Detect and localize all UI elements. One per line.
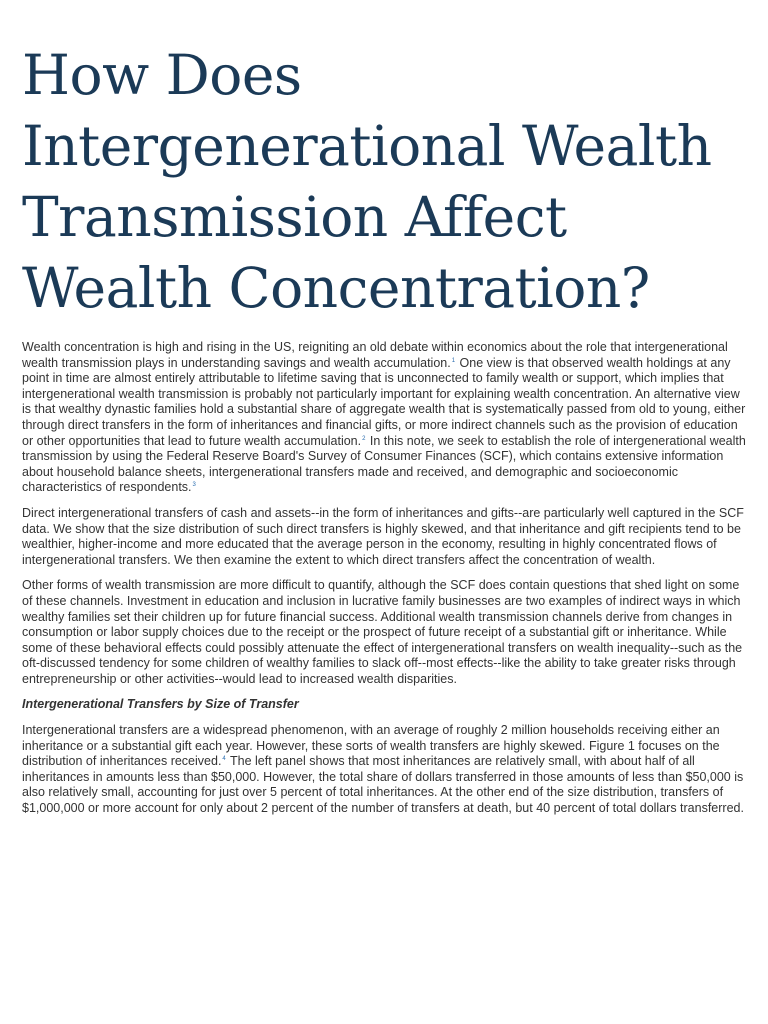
footnote-link-3[interactable]: 3 xyxy=(192,482,196,489)
title-line: How Does xyxy=(22,43,302,107)
section-transfers-by-size xyxy=(22,697,748,816)
footnote-link-4[interactable]: 4 xyxy=(222,756,226,763)
section-heading: Intergenerational Transfers by Size of Transfer xyxy=(22,697,299,712)
title-line: Intergenerational Wealth xyxy=(22,114,712,178)
paragraph-intro xyxy=(22,340,748,496)
footnote-link-1[interactable]: 1 xyxy=(451,357,456,364)
article-title xyxy=(22,40,752,324)
paragraph-text: The left panel shows that most inheritances are relatively small, with about half of all inheritances in amounts less than $50,000. However, the total share of dollars transferred in those amounts of less than $50,000 is also relatively small, accounting for just over 5 percent of total inheritances. At the other end of the size distribution, transfers of $1,000,000 or more account for only about 2 percent of the number of transfers at death, but 40 percent of total dollars transferred. xyxy=(22,754,744,816)
paragraph-other-forms: Other forms of wealth transmission are more difficult to quantify, although the SCF does contain questions that shed light on some of these channels. Investment in education and inclusion in lucrative family businesses are two examples of indirect ways in which wealthy families set their children up for future financial success. Additional wealth transmission channels derive from changes in consumption or labor supply choices due to the receipt or the prospect of future receipt of a substantial gift or inheritance. While some of these behavioral effects could possibly attenuate the effect of intergenerational transfers on wealth inequality--such as the oft-discussed tendency for some children of wealthy families to slack off--most effects--like the ability to take greater risks through entrepreneurship or other activities--would lead to increased wealth disparities. xyxy=(22,578,743,686)
paragraph-text: In this note, we seek to establish the role of intergenerational wealth transmission by using the Federal Reserve Board's Survey of Consumer Finances (SCF), which contains extensive information about household balance sheets, intergenerational transfers made and received, and demographic and socioeconomic characteristics of respondents. xyxy=(22,433,746,495)
paragraph-transfers-size xyxy=(22,723,748,817)
paragraph-text: One view is that observed wealth holdings at any point in time are almost entirely attributable to lifetime saving that is unconnected to family wealth or support, which implies that intergenerational wealth transmission is probably not particularly important for explaining wealth concentration. An alternative view is that wealthy dynastic families hold a substantial share of aggregate wealth that is systematically passed from old to young, either through direct transfers in the form of inheritances and financial gifts, or more indirect channels such as the provision of education or other opportunities that lead to future wealth accumulation. xyxy=(22,355,746,448)
paragraph-text: Intergenerational transfers are a widespread phenomenon, with an average of roughly 2 million households receiving either an inheritance or a substantial gift each year. However, these sorts of wealth transfers are highly skewed. Figure 1 focuses on the distribution of inheritances received. xyxy=(22,723,720,769)
title-line: Transmission Affect xyxy=(22,185,567,249)
paragraph-direct-transfers: Direct intergenerational transfers of cash and assets--in the form of inheritances and gifts--are particularly well captured in the SCF data. We show that the size distribution of such direct transfers is highly skewed, and that inheritance and gift recipients tend to be wealthier, higher-income and more educated that the average person in the economy, resulting in highly concentrated flows of intergenerational transfers. We then examine the extent to which direct transfers affect the concentration of wealth. xyxy=(22,505,744,567)
article-body xyxy=(22,340,748,817)
title-line: Wealth Concentration? xyxy=(22,256,650,320)
paragraph-text: Wealth concentration is high and rising in the US, reigniting an old debate within economics about the role that intergenerational wealth transmission plays in understanding savings and wealth accumulation. xyxy=(22,340,728,370)
footnote-link-2[interactable]: 2 xyxy=(362,435,366,442)
